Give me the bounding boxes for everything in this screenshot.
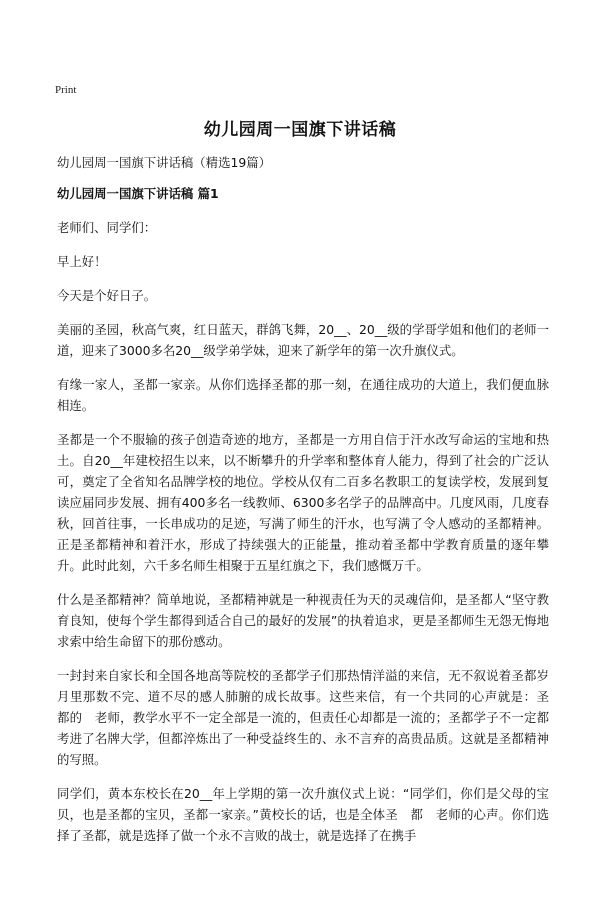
- section-heading: 幼儿园周一国旗下讲话稿 篇1: [57, 186, 219, 201]
- print-label: Print: [55, 84, 77, 96]
- paragraph-family: 有缘一家人，圣都一家亲。从你们选择圣都的那一刻，在通往成功的大道上，我们便血脉相连。: [57, 377, 549, 413]
- paragraph-good-morning: 早上好！: [57, 254, 107, 269]
- paragraph-principal: 同学们，黄本东校长在20__年上学期的第一次升旗仪式上说：“同学们，你们是父母的宝贝，也是圣都的宝贝，圣都一家亲。”黄校长的话，也是全体圣 都 老师的心声。你们选择了圣都，就是选择了做一个永不言败的战士，就是选择了在携手: [57, 786, 549, 843]
- document-title: 幼儿园周一国旗下讲话稿: [203, 120, 397, 140]
- paragraph-spirit: 什么是圣都精神？简单地说，圣都精神就是一种视责任为天的灵魂信仰，是圣都人“坚守教育良知，使每个学生都得到适合自己的最好的发展”的执着追求，更是圣都师生无怨无悔地求索中给生命留下的那份感动。: [57, 592, 549, 649]
- document-subtitle: 幼儿园周一国旗下讲话稿（精选19篇）: [57, 155, 272, 170]
- document-body: [57, 152, 562, 859]
- paragraph-campus: 美丽的圣园，秋高气爽，红日蓝天，群鸽飞舞，20__、20__级的学哥学姐和他们的老师一道，迎来了3000多名20__级学弟学妹，迎来了新学年的第一次升旗仪式。: [57, 322, 549, 358]
- paragraph-good-day: 今天是个好日子。: [57, 288, 157, 303]
- paragraph-school-history: 圣都是一个不服输的孩子创造奇迹的地方，圣都是一方用自信于汗水改写命运的宝地和热土。自20__年建校招生以来，以不断攀升的升学率和整体育人能力，得到了社会的广泛认可，奠定了全省知名品牌学校的地位。学校从仅有二百多名教职工的复读学校，发展到复读应届同步发展、拥有400多名一线教师、6300多名学子的品牌高中。几度风雨，几度春秋，回首往事，一长串成功的足迹，写满了师生的汗水，也写满了令人感动的圣都精神。正是圣都精神和着汗水，形成了持续强大的正能量，推动着圣都中学教育质量的逐年攀升。此时此刻，六千多名师生相聚于五星红旗之下，我们感慨万千。: [57, 432, 549, 573]
- paragraph-letters: 一封封来自家长和全国各地高等院校的圣都学子们那热情洋溢的来信，无不叙说着圣都岁月里那数不完、道不尽的感人肺腑的成长故事。这些来信，有一个共同的心声就是：圣 都的 老师，教学水平不一定全部是一流的，但责任心却都是一流的；圣都学子不一定都考进了名牌大学，但都淬炼出了一种受益终生的、永不言弃的高贵品质。这就是圣都精神的写照。: [57, 668, 562, 767]
- paragraph-greeting: 老师们、同学们：: [57, 220, 157, 235]
